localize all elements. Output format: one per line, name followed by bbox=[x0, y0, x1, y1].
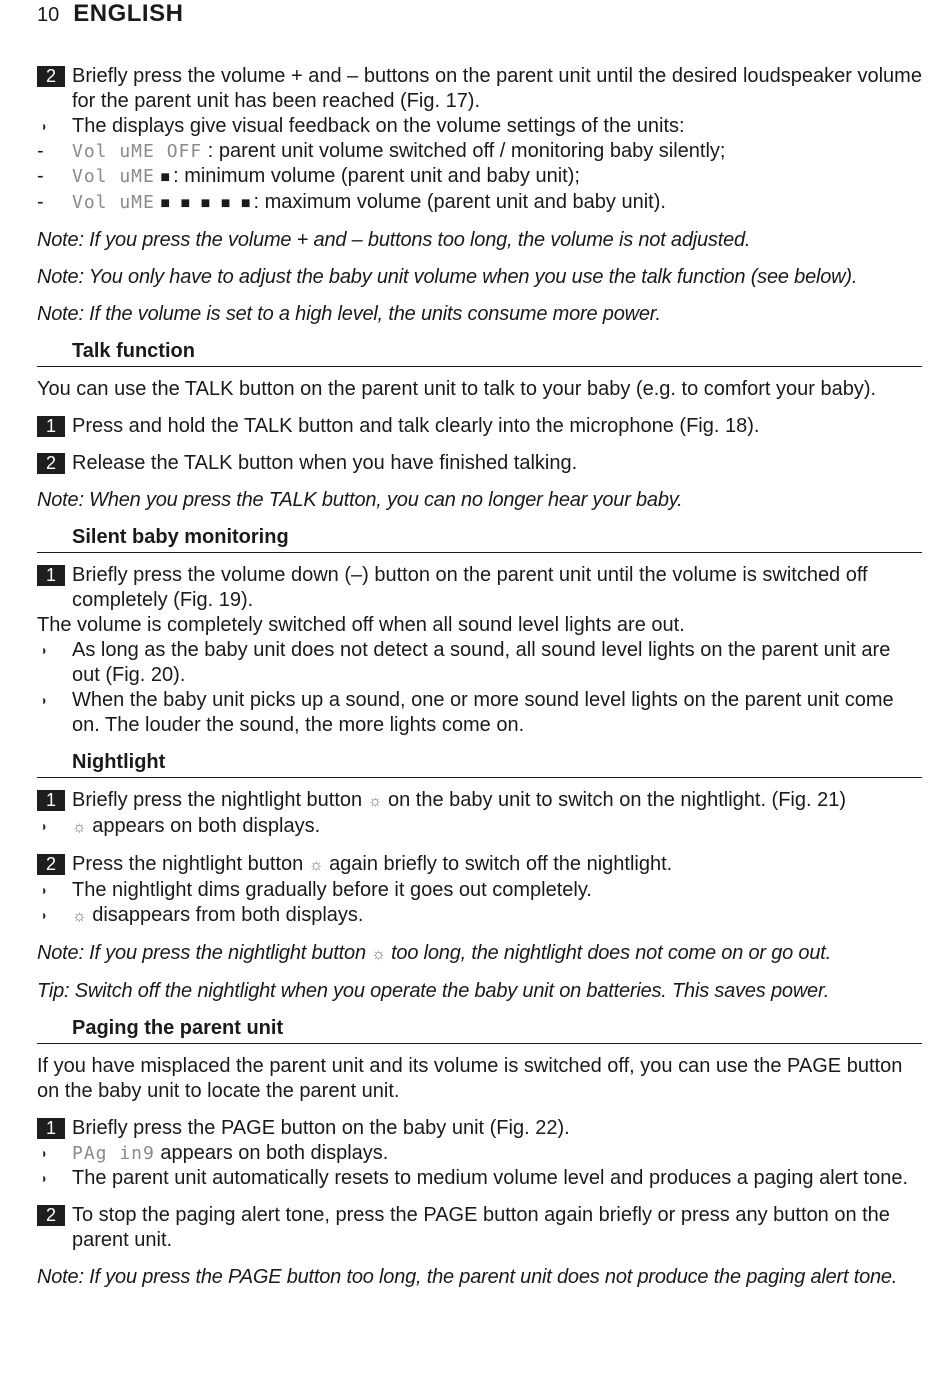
bullet-text: disappears from both displays. bbox=[92, 904, 364, 926]
bullet-text: The displays give visual feedback on the volume settings of the units: bbox=[72, 115, 685, 137]
volume-note-1: Note: If you press the volume + and – buttons too long, the volume is not adjusted. bbox=[37, 229, 751, 251]
bullet-text: appears on both displays. bbox=[92, 815, 321, 837]
bullet-text: When the baby unit picks up a sound, one or more sound level lights on the parent unit come on. The louder the sound, the more lights come on. bbox=[72, 689, 894, 736]
step-number: 1 bbox=[37, 565, 65, 586]
heading-nightlight: Nightlight bbox=[37, 750, 922, 778]
nightlight-bullet-3 bbox=[37, 903, 922, 929]
talk-step-1 bbox=[37, 414, 922, 439]
volume-level-squares: ■ ■ ■ ■ ■ bbox=[160, 195, 254, 212]
silent-step-1 bbox=[37, 563, 922, 613]
talk-step-2 bbox=[37, 451, 922, 476]
page-number: 10 bbox=[37, 4, 60, 26]
paging-intro: If you have misplaced the parent unit and its volume is switched off, you can use the PAGE button on the baby unit to locate the parent unit. bbox=[37, 1055, 903, 1102]
bullet-text: The parent unit automatically resets to medium volume level and produces a paging alert tone. bbox=[72, 1167, 909, 1189]
volume-note-2: Note: You only have to adjust the baby unit volume when you use the talk function (see below). bbox=[37, 266, 858, 288]
step-text: To stop the paging alert tone, press the PAGE button again briefly or press any button on the parent unit. bbox=[72, 1204, 890, 1251]
nightlight-bullet-2 bbox=[37, 878, 922, 903]
step-text: again briefly to switch off the nightlight. bbox=[329, 853, 673, 875]
nightlight-icon: ☼ bbox=[72, 819, 87, 836]
lcd-text: PAg in9 bbox=[72, 1143, 155, 1164]
heading-talk-function: Talk function bbox=[37, 339, 922, 367]
bullet-text: As long as the baby unit does not detect a sound, all sound level lights on the parent unit are out (Fig. 20). bbox=[72, 639, 891, 686]
nightlight-step-1 bbox=[37, 788, 922, 814]
volume-level-squares: ■ bbox=[160, 169, 174, 186]
dash-icon: - bbox=[37, 140, 44, 162]
dash-text: : parent unit volume switched off / monitoring baby silently; bbox=[207, 140, 726, 162]
dash-text: : minimum volume (parent unit and baby unit); bbox=[173, 165, 580, 187]
volume-dash-off bbox=[37, 139, 922, 164]
paging-step-2 bbox=[37, 1203, 922, 1253]
bullet-icon: ◗ bbox=[41, 1170, 48, 1186]
bullet-text: appears on both displays. bbox=[160, 1142, 389, 1164]
heading-silent-monitoring: Silent baby monitoring bbox=[37, 525, 922, 553]
step-number: 1 bbox=[37, 416, 65, 437]
step-text: Briefly press the PAGE button on the baby unit (Fig. 22). bbox=[72, 1117, 570, 1139]
bullet-icon: ◗ bbox=[41, 118, 48, 134]
silent-bullet-1 bbox=[37, 638, 922, 688]
nightlight-bullet-1 bbox=[37, 814, 922, 840]
bullet-icon: ◗ bbox=[41, 692, 48, 708]
step-number: 1 bbox=[37, 1118, 65, 1139]
bullet-icon: ◗ bbox=[41, 1145, 48, 1161]
silent-para: The volume is completely switched off when all sound level lights are out. bbox=[37, 614, 685, 636]
step-text: Release the TALK button when you have finished talking. bbox=[72, 452, 578, 474]
nightlight-tip: Tip: Switch off the nightlight when you operate the baby unit on batteries. This saves power. bbox=[37, 980, 830, 1002]
step-text: Briefly press the volume down (–) button on the parent unit until the volume is switched off completely (Fig. 19). bbox=[72, 564, 868, 611]
step-text: Briefly press the nightlight button bbox=[72, 789, 363, 811]
language-label: ENGLISH bbox=[73, 0, 184, 27]
step-number: 2 bbox=[37, 453, 65, 474]
step-number: 2 bbox=[37, 1205, 65, 1226]
volume-step-2 bbox=[37, 64, 922, 114]
note-text: Note: If you press the nightlight button bbox=[37, 942, 366, 964]
bullet-icon: ◗ bbox=[41, 882, 48, 898]
page-header bbox=[37, 0, 183, 28]
step-number: 1 bbox=[37, 790, 65, 811]
nightlight-icon: ☼ bbox=[308, 857, 324, 874]
paging-bullet-2 bbox=[37, 1166, 922, 1191]
bullet-icon: ◗ bbox=[41, 907, 48, 923]
paging-step-1 bbox=[37, 1116, 922, 1141]
bullet-icon: ◗ bbox=[41, 642, 48, 658]
nightlight-step-2 bbox=[37, 852, 922, 878]
note-text: too long, the nightlight does not come on or go out. bbox=[391, 942, 831, 964]
bullet-text: The nightlight dims gradually before it goes out completely. bbox=[72, 879, 592, 901]
lcd-text: Vol uME bbox=[72, 192, 155, 213]
dash-icon: - bbox=[37, 165, 44, 187]
nightlight-icon: ☼ bbox=[72, 908, 87, 925]
step-text: Press the nightlight button bbox=[72, 853, 304, 875]
nightlight-icon: ☼ bbox=[367, 793, 383, 810]
talk-note: Note: When you press the TALK button, you can no longer hear your baby. bbox=[37, 489, 683, 511]
manual-content bbox=[37, 64, 922, 1290]
volume-note-3: Note: If the volume is set to a high level, the units consume more power. bbox=[37, 303, 661, 325]
lcd-text: Vol uME OFF bbox=[72, 141, 203, 162]
volume-dash-min bbox=[37, 164, 922, 190]
heading-paging: Paging the parent unit bbox=[37, 1016, 922, 1044]
dash-icon: - bbox=[37, 191, 44, 213]
volume-bullet bbox=[37, 114, 922, 139]
silent-bullet-2 bbox=[37, 688, 922, 738]
step-text: Press and hold the TALK button and talk clearly into the microphone (Fig. 18). bbox=[72, 415, 760, 437]
paging-note: Note: If you press the PAGE button too long, the parent unit does not produce the paging alert tone. bbox=[37, 1266, 898, 1288]
volume-dash-max bbox=[37, 190, 922, 216]
step-text: Briefly press the volume + and – buttons on the parent unit until the desired loudspeaker volume for the parent unit has been reached (Fig. 17). bbox=[72, 65, 922, 112]
bullet-icon: ◗ bbox=[41, 818, 48, 834]
nightlight-note bbox=[37, 941, 922, 967]
step-text: on the baby unit to switch on the nightlight. (Fig. 21) bbox=[387, 789, 847, 811]
lcd-text: Vol uME bbox=[72, 166, 155, 187]
nightlight-icon: ☼ bbox=[371, 946, 386, 963]
paging-bullet-1 bbox=[37, 1141, 922, 1166]
step-number: 2 bbox=[37, 854, 65, 875]
talk-intro: You can use the TALK button on the parent unit to talk to your baby (e.g. to comfort your baby). bbox=[37, 378, 877, 400]
step-number: 2 bbox=[37, 66, 65, 87]
dash-text: : maximum volume (parent unit and baby unit). bbox=[253, 191, 666, 213]
